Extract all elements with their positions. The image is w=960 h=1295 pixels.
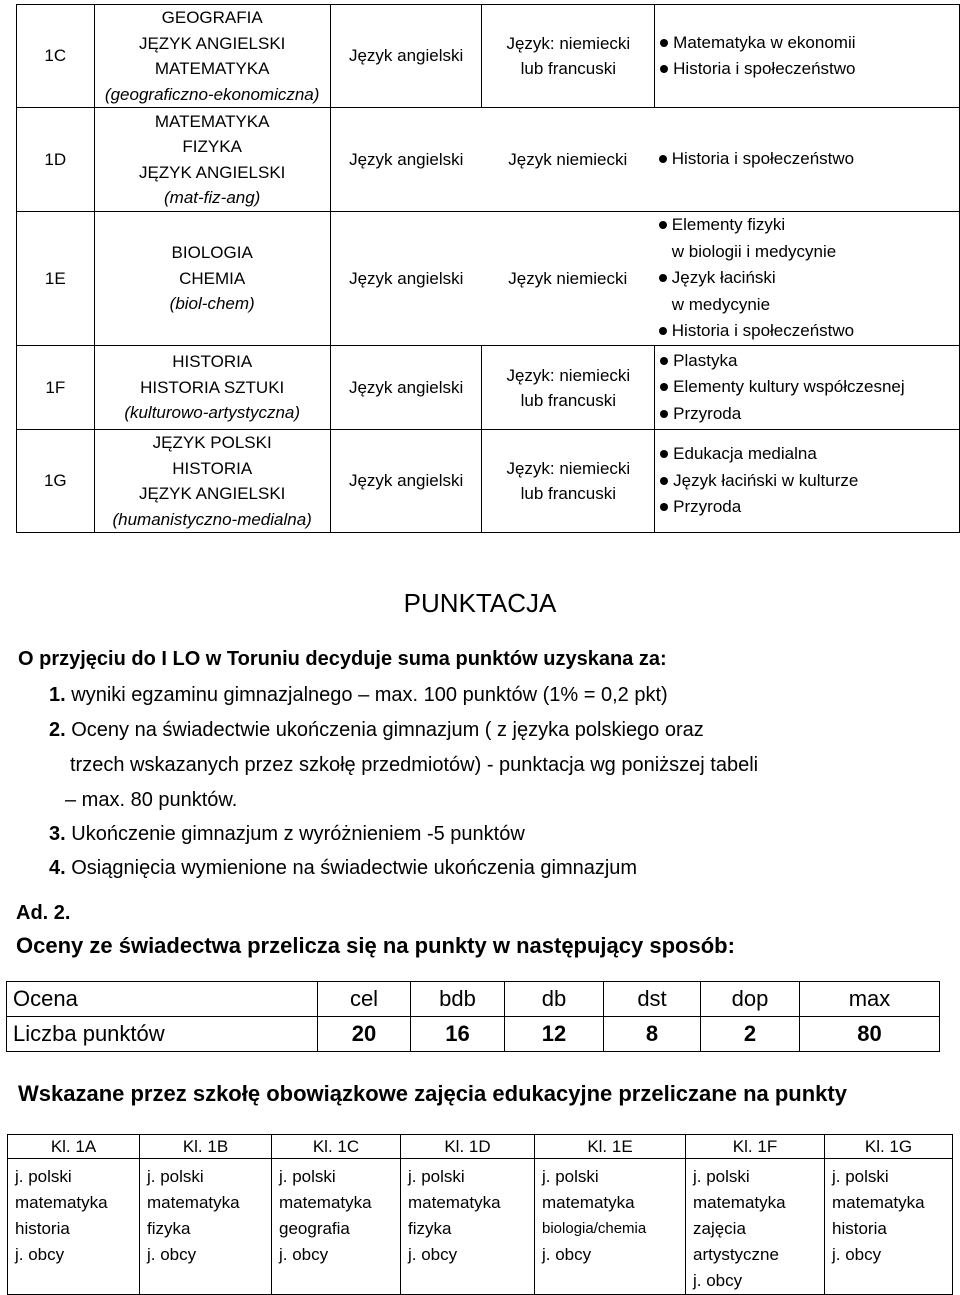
table-row [17,346,960,430]
extended-subjects: Matematyka w ekonomii Historia i społeczeństwo [655,5,960,108]
points-cell: 20 [318,1017,411,1052]
points-item-1: 1. wyniki egzaminu gimnazjalnego – max. 100 punktów (1% = 0,2 pkt) [49,684,668,706]
ad-label: Ad. 2. [16,902,71,924]
languages-and-subjects: Język angielski Język niemiecki Historia i społeczeństwo [330,108,959,212]
points-label: Liczba punktów [7,1017,318,1052]
table-row [7,1017,940,1052]
extended-subjects: Edukacja medialna Język łaciński w kulturze Przyroda [655,430,960,533]
class-profiles-table [16,4,960,533]
class-id: 1D [17,108,95,212]
points-cell: 16 [411,1017,505,1052]
subject-list: j. polski matematyka historia j. obcy [825,1159,953,1295]
points-item-2-line-3: – max. 80 punktów. [65,789,238,811]
section-title: PUNKTACJA [403,588,557,618]
class-profile: MATEMATYKA FIZYKA JĘZYK ANGIELSKI (mat-fiz-ang) [94,108,330,212]
first-language: Język angielski [330,5,482,108]
subjects-table [7,1134,953,1295]
grade-cell: max [800,982,940,1017]
subject-list: j. polski matematyka historia j. obcy [8,1159,140,1295]
class-header: Kl. 1A [8,1135,140,1159]
points-intro: O przyjęciu do I LO w Toruniu decyduje suma punktów uzyskana za: [18,648,667,670]
extended-subjects: Plastyka Elementy kultury współczesnej Przyroda [655,346,960,430]
second-language: Język: niemiecki lub francuski [482,5,655,108]
second-language: Język: niemiecki lub francuski [482,346,655,430]
points-cell: 8 [604,1017,701,1052]
subject-list: j. polski matematyka fizyka j. obcy [401,1159,535,1295]
table-row [7,982,940,1017]
subject-list: j. polski matematyka fizyka j. obcy [140,1159,272,1295]
first-language: Język angielski [330,430,482,533]
table-row [17,108,960,212]
class-header: Kl. 1F [686,1135,825,1159]
class-header: Kl. 1G [825,1135,953,1159]
class-header: Kl. 1E [535,1135,686,1159]
grade-cell: bdb [411,982,505,1017]
points-item-2: 2. Oceny na świadectwie ukończenia gimnazjum ( z języka polskiego oraz [49,719,704,741]
table-row [8,1135,953,1159]
class-id: 1F [17,346,95,430]
class-id: 1C [17,5,95,108]
points-cell: 12 [505,1017,604,1052]
grade-cell: db [505,982,604,1017]
class-profile: JĘZYK POLSKI HISTORIA JĘZYK ANGIELSKI (humanistyczno-medialna) [94,430,330,533]
grade-points-table [6,981,940,1052]
second-language: Język: niemiecki lub francuski [482,430,655,533]
subjects-title: Wskazane przez szkołę obowiązkowe zajęcia edukacyjne przeliczane na punkty [18,1081,847,1106]
points-item-2-line-2: trzech wskazanych przez szkołę przedmiotów) - punktacja wg poniższej tabeli [70,754,759,776]
class-id: 1G [17,430,95,533]
class-id: 1E [17,212,95,346]
grade-cell: dop [701,982,800,1017]
points-cell: 80 [800,1017,940,1052]
class-profile: HISTORIA HISTORIA SZTUKI (kulturowo-artystyczna) [94,346,330,430]
subject-list: j. polski matematyka biologia/chemia j. obcy [535,1159,686,1295]
points-item-4: 4. Osiągnięcia wymienione na świadectwie ukończenia gimnazjum [49,857,638,879]
table-row [17,430,960,533]
grade-cell: dst [604,982,701,1017]
table-row [17,212,960,346]
class-profile: BIOLOGIA CHEMIA (biol-chem) [94,212,330,346]
subject-list: j. polski matematyka zajęcia artystyczne j. obcy [686,1159,825,1295]
languages-and-subjects: Język angielski Język niemiecki Elementy fizyki w biologii i medycynie Język łaciński w medycynie Historia i społeczeństwo [330,212,959,346]
grade-label: Ocena [7,982,318,1017]
grade-cell: cel [318,982,411,1017]
table-row [17,5,960,108]
class-profile: GEOGRAFIA JĘZYK ANGIELSKI MATEMATYKA (geograficzno-ekonomiczna) [94,5,330,108]
first-language: Język angielski [330,346,482,430]
class-header: Kl. 1C [272,1135,401,1159]
class-header: Kl. 1B [140,1135,272,1159]
class-header: Kl. 1D [401,1135,535,1159]
conversion-title: Oceny ze świadectwa przelicza się na punkty w następujący sposób: [16,933,735,958]
subject-list: j. polski matematyka geografia j. obcy [272,1159,401,1295]
points-cell: 2 [701,1017,800,1052]
table-row [8,1159,953,1295]
points-item-3: 3. Ukończenie gimnazjum z wyróżnieniem -5 punktów [49,823,525,845]
